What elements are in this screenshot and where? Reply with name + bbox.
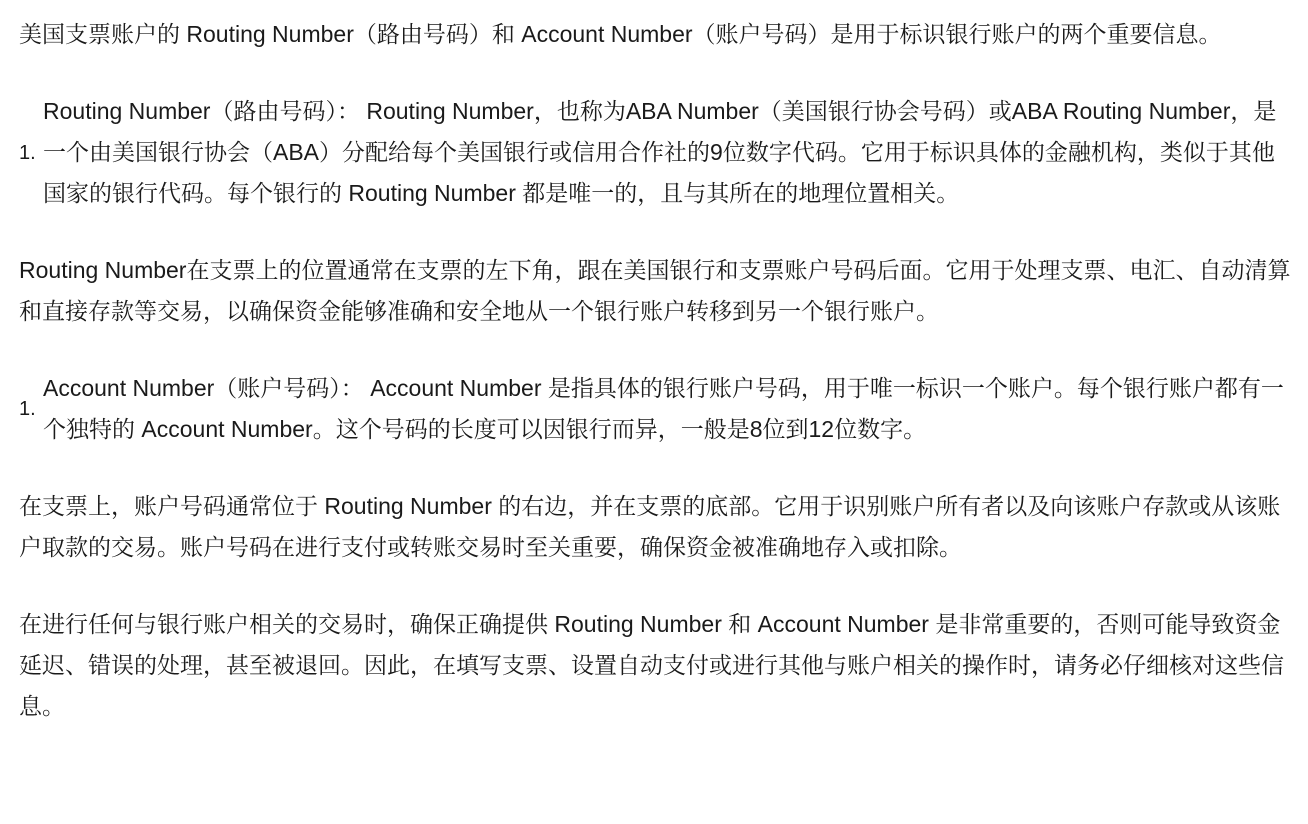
account-number-paragraph: 在支票上，账户号码通常位于 Routing Number 的右边，并在支票的底部。它用于识别账户所有者以及向该账户存款或从该账户取款的交易。账户号码在进行支付或转账交易时至关重要，确保资金被准确地存入或扣除。: [19, 493, 1281, 560]
list-item-text: Account Number（账户号码）： Account Number 是指具体的银行账户号码，用于唯一标识一个账户。每个银行账户都有一个独特的 Account Number。这个号码的长度可以因银行而异，一般是8位到12位数字。: [43, 375, 1284, 442]
list-marker: 1.: [19, 398, 36, 420]
conclusion-paragraph: 在进行任何与银行账户相关的交易时，确保正确提供 Routing Number 和 Account Number 是非常重要的，否则可能导致资金延迟、错误的处理，甚至被退回。因此，在填写支票、设置自动支付或进行其他与账户相关的操作时，请务必仔细核对这些信息。: [19, 611, 1284, 719]
list-marker: 1.: [19, 141, 36, 164]
intro-paragraph: 美国支票账户的 Routing Number（路由号码）和 Account Number（账户号码）是用于标识银行账户的两个重要信息。: [19, 21, 1222, 47]
list-item-text: Routing Number（路由号码）： Routing Number，也称为ABA Number（美国银行协会号码）或ABA Routing Number，是一个由美国银行协会（ABA）分配给每个美国银行或信用合作社的9位数字代码。它用于标识具体的金融机构，类似于其他国家的银行代码。每个银行的 Routing Number 都是唯一的，且与其所在的地理位置相关。: [43, 98, 1277, 206]
list-item-account-number: [19, 368, 1296, 450]
routing-number-paragraph: Routing Number在支票上的位置通常在支票的左下角，跟在美国银行和支票账户号码后面。它用于处理支票、电汇、自动清算和直接存款等交易，以确保资金能够准确和安全地从一个银行账户转移到另一个银行账户。: [19, 257, 1291, 324]
list-item-routing-number: [19, 91, 1296, 214]
